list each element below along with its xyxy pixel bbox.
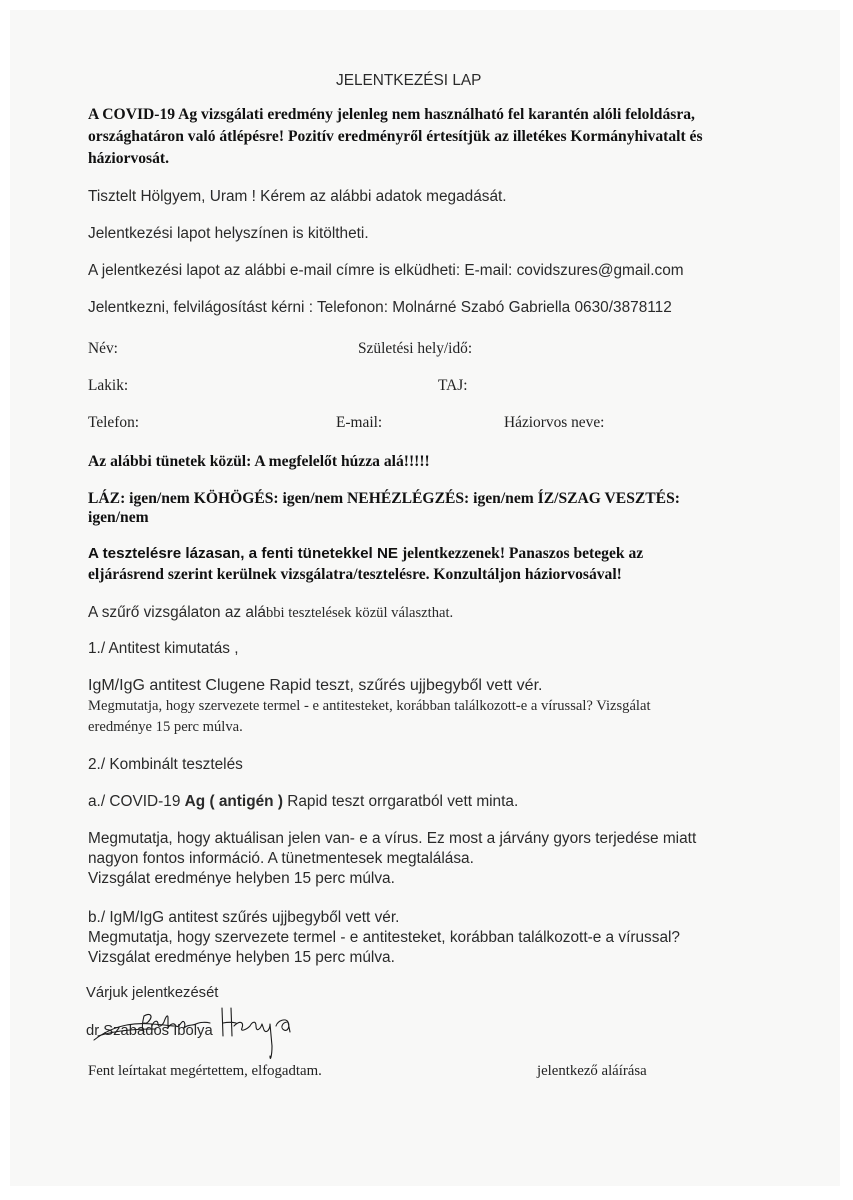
test2-b-line: b./ IgM/IgG antitest szűrés ujjbegyből vett vér. <box>88 909 400 926</box>
phone-note: Jelentkezni, felvilágosítást kérni : Telefonon: Molnárné Szabó Gabriella 0630/3878112 <box>88 299 672 316</box>
test1-line: IgM/IgG antitest Clugene Rapid teszt, szűrés ujjbegyből vett vér. <box>88 677 543 694</box>
test2-a-desc-1: Megmutatja, hogy aktuálisan jelen van- e a vírus. Ez most a járvány gyors terjedése miatt <box>88 830 697 847</box>
closing-line: Várjuk jelentkezését <box>86 985 219 1001</box>
field-phone-label: Telefon: <box>88 414 140 431</box>
doctor-name: dr Szabados Ibolya <box>86 1023 213 1039</box>
field-name-label: Név: <box>88 340 118 357</box>
test2-a-prefix: a./ COVID-19 <box>88 793 185 810</box>
field-email-label: E-mail: <box>336 414 383 431</box>
field-birth-label: Születési hely/idő: <box>358 340 473 357</box>
greeting: Tisztelt Hölgyem, Uram ! Kérem az alábbi adatok megadását. <box>88 188 507 205</box>
test1-desc-1: Megmutatja, hogy szervezete termel - e antitesteket, korábban találkozott-e a vírussal? Vizsgálat <box>88 698 651 714</box>
acceptance-statement: Fent leírtakat megértettem, elfogadtam. <box>88 1063 322 1079</box>
choose-line <box>88 604 453 622</box>
symptoms-line-2: igen/nem <box>88 509 149 526</box>
choose-part-1: A szűrő vizsgálaton az alá <box>88 604 266 621</box>
test1-desc-2: eredménye 15 perc múlva. <box>88 719 243 735</box>
test2-heading: 2./ Kombinált tesztelés <box>88 756 243 773</box>
field-address-label: Lakik: <box>88 377 129 394</box>
notice-part-2: jelentkezzenek! Panaszos betegek az <box>398 545 644 562</box>
symptoms-line-1: LÁZ: igen/nem KÖHÖGÉS: igen/nem NEHÉZLÉGZÉS: igen/nem ÍZ/SZAG VESZTÉS: <box>88 490 680 507</box>
test2-a-desc-3: Vizsgálat eredménye helyben 15 perc múlva. <box>88 870 395 887</box>
test2-a-bold: Ag ( antigén ) <box>184 793 283 810</box>
warning-line-1: A COVID-19 Ag vizsgálati eredmény jelenleg nem használható fel karantén alóli feloldásra, <box>88 106 695 123</box>
notice-part-1: A tesztelésre lázasan, a fenti tünetekkel NE <box>88 545 399 562</box>
test2-a-desc-2: nagyon fontos információ. A tünetmentesek megtalálása. <box>88 850 474 867</box>
choose-part-2: bbi tesztelések közül választhat. <box>265 605 454 621</box>
handwritten-signature <box>92 996 332 1066</box>
warning-line-2: országhatáron való átlépésre! Pozitív eredményről értesítjük az illetékes Kormányhivatalt és <box>88 128 703 145</box>
field-taj-label: TAJ: <box>438 377 468 394</box>
email-note: A jelentkezési lapot az alábbi e-mail címre is elküdheti: E-mail: covidszures@gmail.com <box>88 262 684 279</box>
test2-a-suffix: Rapid teszt orrgaratból vett minta. <box>282 793 519 810</box>
test2-a-line <box>88 793 518 811</box>
test1-heading: 1./ Antitest kimutatás , <box>88 640 239 657</box>
onsite-note: Jelentkezési lapot helyszínen is kitöltheti. <box>88 225 369 242</box>
test2-b-desc-1: Megmutatja, hogy szervezete termel - e antitesteket, korábban találkozott-e a vírussal? <box>88 929 680 946</box>
warning-line-3: háziorvosát. <box>88 150 169 167</box>
document-title: JELENTKEZÉSI LAP <box>336 72 482 89</box>
test2-b-desc-2: Vizsgálat eredménye helyben 15 perc múlva. <box>88 949 395 966</box>
notice-line-1 <box>88 545 643 563</box>
notice-line-2: eljárásrend szerint kerülnek vizsgálatra/tesztelésre. Konzultáljon háziorvosával! <box>88 566 622 583</box>
symptoms-heading: Az alábbi tünetek közül: A megfelelőt húzza alá!!!!! <box>88 453 430 470</box>
field-doctor-label: Háziorvos neve: <box>504 414 605 431</box>
applicant-signature-label: jelentkező aláírása <box>537 1063 647 1079</box>
